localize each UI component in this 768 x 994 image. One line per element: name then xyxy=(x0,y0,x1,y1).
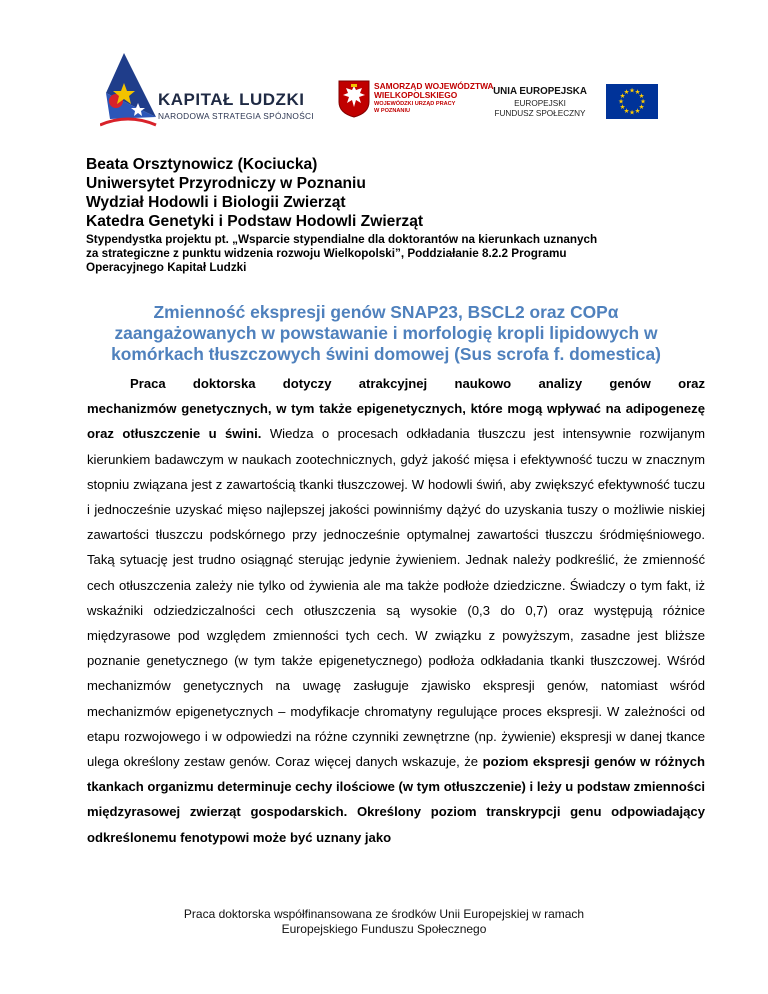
wup-line2: W POZNANIU xyxy=(374,107,411,114)
department-name: Katedra Genetyki i Podstaw Hodowli Zwierząt xyxy=(86,213,424,230)
intro-bold-3: adipogenezę oraz otłuszczenie u świni. xyxy=(87,401,706,442)
body-text-1: Wiedza o procesach odkładania tłuszczu jest intensywnie rozwijanym kierunkiem badawczym w naukach zootechnicznych, gdyż jakość mięsa i efektywność tuczu w znacznym stopniu związana jest z zawartością tkanki tłuszczowej. W hodowli świń, aby zwiększyć efektywność tuczu i jednocześnie uzyskać mięso najlepszej jakości powinniśmy dążyć do uzyskania tuszy o możliwie niskiej zawartości tłuszczu podskórnego przy jednocześnie optymalnej zawartości tłuszczu śródmięśniowego. Taką sytuację jest trudno osiągnąć sterując jedynie żywieniem. Jednak należy podkreślić, że zmienność cech otłuszczenia zależy nie tylko od żywienia ale ma także podłoże dziedziczne. Świadczy o tym fakt, iż wskaźniki odziedziczalności cech otłuszczenia są wysokie (0,3 do 0,7) oraz występują różnice międzyrasowe pod względem zmienności tych cech. W związku z powyższym, zasadne jest bliższe poznanie genetycznego (w tym także epigenetycznego) podłoża odkładania tkanki tłuszczowej. Wśród mechanizmów genetycznych na uwagę zasługuje zjawisko ekspresji genów, natomiast wśród mechanizmów epigenetycznych – modyfikacje chromatyny regulujące proces ekspresji. W zależności od etapu rozwojowego i w odpowiedzi na różne czynniki zewnętrzne (np. żywienie) ekspresji w danej tkance ulega określony zestaw genów. Coraz więcej danych wskazuje, że xyxy=(87,426,705,770)
eu-star-icon: ★ xyxy=(638,104,645,112)
faculty-name: Wydział Hodowli i Biologii Zwierząt xyxy=(86,194,346,211)
title-line3: komórkach tłuszczowych świni domowej (Sus scrofa f. domestica) xyxy=(111,344,661,364)
eu-flag-icon xyxy=(606,84,658,119)
eu-star-icon: ★ xyxy=(640,98,646,106)
title-line2: zaangażowanych w powstawanie i morfologię kropli lipidowych w xyxy=(114,323,658,343)
author-name: Beata Orsztynowicz (Kociucka) xyxy=(86,156,318,173)
eu-star-icon: ★ xyxy=(634,108,641,116)
body-text xyxy=(87,371,705,850)
eu-fund-line1: EUROPEJSKI xyxy=(514,99,566,108)
eagle-crest-icon xyxy=(338,80,370,118)
eu-star-icon: ★ xyxy=(619,93,626,101)
eu-star-icon: ★ xyxy=(634,89,641,97)
wup-name xyxy=(374,101,455,114)
scholarship-line1: Stypendystka projektu pt. „Wsparcie stypendialne dla doktorantów na kierunkach uznanych xyxy=(86,233,598,246)
intro-bold-line1 xyxy=(87,371,705,396)
eu-star-icon: ★ xyxy=(629,87,635,95)
footer-line1: Praca doktorska współfinansowana ze środków Unii Europejskiej w ramach xyxy=(183,907,585,921)
wielkopolska-logo xyxy=(338,80,494,130)
eu-fund-name xyxy=(488,99,592,119)
eu-star-icon: ★ xyxy=(623,89,630,97)
eu-star-icon: ★ xyxy=(618,98,624,106)
intro-bold-1: Praca doktorska dotyczy atrakcyjnej naukowo analizy genów oraz xyxy=(130,376,705,391)
scholarship-line2: za strategiczne z punktu widzenia rozwoju Wielkopolski”, Poddziałanie 8.2.2 Programu xyxy=(86,247,567,260)
body-bold-2: poziom ekspresji genów w różnych tkankach organizmu determinuje cechy ilościowe (w tym otłuszczenie) i leży u podstaw zmienności międzyrasowej zwierząt gospodarskich. Określony poziom transkrypcji genu odpowiadający odkreślonemu fenotypowi może być uznany jako xyxy=(87,754,705,845)
scholarship-note xyxy=(86,233,706,275)
document-title xyxy=(66,302,706,365)
kapital-ludzki-subtitle: NARODOWA STRATEGIA SPÓJNOŚCI xyxy=(158,111,314,121)
intro-bold-2: mechanizmów genetycznych, w tym także epigenetycznych, które mogą wpływać na xyxy=(87,401,621,417)
author-header xyxy=(86,155,706,275)
eu-title: UNIA EUROPEJSKA xyxy=(493,86,587,97)
eu-fund-line2: FUNDUSZ SPOŁECZNY xyxy=(494,109,586,118)
body-paragraph xyxy=(87,396,705,850)
university-name: Uniwersytet Przyrodniczy w Poznaniu xyxy=(86,175,366,192)
footer-line2: Europejskiego Funduszu Społecznego xyxy=(281,921,487,936)
eu-star-icon: ★ xyxy=(629,109,635,117)
kapital-ludzki-emblem-icon xyxy=(100,53,158,133)
wielkopolska-name xyxy=(374,82,494,100)
scholarship-line3: Operacyjnego Kapitał Ludzki xyxy=(86,261,247,274)
wlkp-line1: SAMORZĄD WOJEWÓDZTWA xyxy=(374,81,494,91)
wlkp-line2: WIELKOPOLSKIEGO xyxy=(374,90,458,100)
eu-stars-icon xyxy=(606,84,658,119)
wup-line1: WOJEWÓDZKI URZĄD PRACY xyxy=(374,101,456,107)
kapital-ludzki-logo xyxy=(100,53,314,133)
eu-logo xyxy=(488,80,660,125)
kapital-ludzki-title: KAPITAŁ LUDZKI xyxy=(158,90,305,109)
footer-note xyxy=(0,907,768,936)
title-line1: Zmienność ekspresji genów SNAP23, BSCL2 oraz COPα xyxy=(153,302,619,322)
eu-star-icon: ★ xyxy=(619,104,626,112)
eu-star-icon: ★ xyxy=(638,93,645,101)
eu-star-icon: ★ xyxy=(623,108,630,116)
